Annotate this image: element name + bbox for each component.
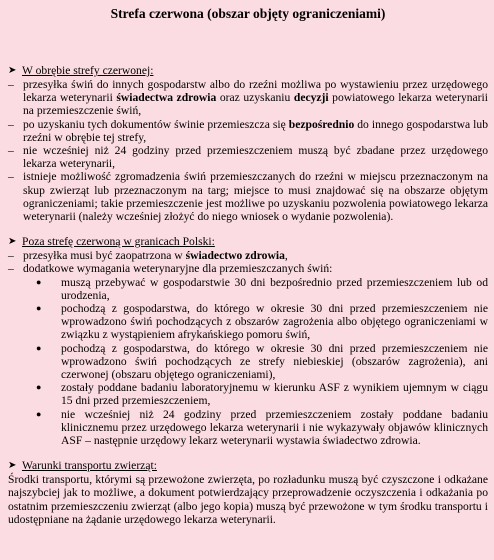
arrow-right-icon: ➤ xyxy=(8,236,17,248)
section-outside-red-zone xyxy=(8,235,488,447)
list-item: – po uzyskaniu tych dokumentów świnie przemieszcza się bezpośrednio do innego gospodarstwa lub rzeźni w obrębie tej strefy, xyxy=(8,117,488,144)
section-red-zone-inside xyxy=(8,64,488,223)
section-transport-conditions xyxy=(8,459,488,526)
bullet-item: ● pochodzą z gospodarstwa, do którego w okresie 30 dni przed przemieszczeniem nie wprowadzono świń pochodzących z obszarów zagrożenia albo objętego ograniczeniami w związku z wystąpieniem afrykańskiego pomoru świń, xyxy=(36,302,488,342)
bullet-dot-icon: ● xyxy=(36,276,42,287)
page-title: Strefa czerwona (obszar objęty ograniczeniami) xyxy=(110,6,386,21)
section-heading: ➤ Poza strefę czerwoną w granicach Polski: xyxy=(8,235,215,249)
bullet-dot-icon: ● xyxy=(36,303,42,314)
section-heading: ➤ W obrębie strefy czerwonej: xyxy=(8,64,154,77)
arrow-right-icon: ➤ xyxy=(8,65,17,76)
list-item: – dodatkowe wymagania weterynaryjne dla przemieszczanych świń: xyxy=(8,262,333,276)
bullet-dot-icon: ● xyxy=(36,382,42,393)
arrow-right-icon: ➤ xyxy=(8,460,17,472)
list-item: – przesyłka musi być zaopatrzona w świadectwo zdrowia, xyxy=(8,249,288,263)
bullet-dot-icon: ● xyxy=(36,408,42,419)
list-item: – nie wcześniej niż 24 godziny przed przemieszczeniem muszą być zbadane przez urzędowego lekarza weterynarii, xyxy=(8,144,488,171)
bullet-item: ● muszą przebywać w gospodarstwie 30 dni bezpośrednio przed przemieszczeniem lub od urodzenia, xyxy=(36,275,488,302)
list-item: – istnieje możliwość zgromadzenia świń przemieszczanych do rzeźni w miejscu przeznaczonym na skup zwierząt lub przeznaczonym na targ; miejsce to musi znajdować się na obszarze objętym ograniczeniami; takie przemieszczenie jest możliwe po uzyskaniu pozwolenia powiatowego lekarza weterynarii (należy wcześniej złożyć do niego wniosek o wydanie pozwolenia). xyxy=(8,170,488,224)
bullet-item: ● pochodzą z gospodarstwa, do którego w okresie 30 dni przed przemieszczeniem nie wprowadzono świń pochodzących ze strefy niebieskiej (obszarów zagrożenia), ani czerwonej (obszaru objętego ograniczeniami), xyxy=(36,341,488,382)
transport-paragraph: Środki transportu, którymi są przewożone zwierzęta, po rozładunku muszą być czyszczone i odkażane najszybciej jak to możliwe, a dokument potwierdzający przeprowadzenie oczyszczenia i odkażania po ostatnim przemieszczeniu zwierząt (albo jego kopia) muszą być przewożone w tym środku transportu i udostępniane na żądanie urzędowego lekarza weterynarii. xyxy=(8,473,488,526)
list-item: – przesyłka świń do innych gospodarstw albo do rzeźni możliwa po wystawieniu przez urzędowego lekarza weterynarii świadectwa zdrowia oraz uzyskaniu decyzji powiatowego lekarza weterynarii na przemieszczenie świń, xyxy=(8,78,488,118)
bullet-item: ● nie wcześniej niż 24 godziny przed przemieszczeniem zostały poddane badaniu klinicznemu przez urzędowego lekarza weterynarii i nie wykazywały objawów klinicznych ASF – następnie urzędowy lekarz weterynarii wystawia świadectwo zdrowia. xyxy=(36,407,488,448)
bullet-item: ● zostały poddane badaniu laboratoryjnemu w kierunku ASF z wynikiem ujemnym w ciągu 15 dni przed przemieszczeniem, xyxy=(36,381,488,408)
bullet-dot-icon: ● xyxy=(36,342,42,353)
section-heading: ➤ Warunki transportu zwierząt: xyxy=(8,459,157,473)
